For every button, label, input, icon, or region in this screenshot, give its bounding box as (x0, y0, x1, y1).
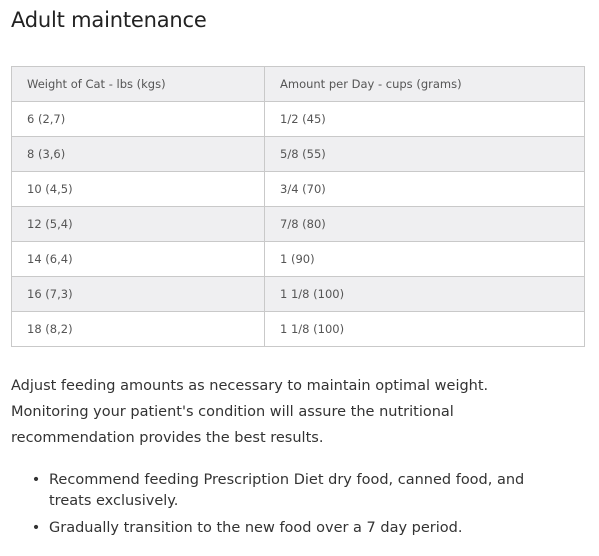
bullet-icon: • (31, 520, 41, 536)
paragraph-line: Monitoring your patient's condition will assure the nutritional (11, 404, 454, 420)
weight-cell: 8 (3,6) (12, 137, 265, 172)
weight-cell: 18 (8,2) (12, 312, 265, 347)
amount-cell: 1 (90) (265, 242, 585, 277)
list-item-line: Recommend feeding Prescription Diet dry food, canned food, and (49, 472, 525, 488)
amount-cell: 1 1/8 (100) (265, 277, 585, 312)
table-row (12, 137, 585, 172)
feeding-guidance-paragraph (11, 373, 591, 451)
table-row (12, 102, 585, 137)
column-header-amount: Amount per Day - cups (grams) (265, 67, 585, 102)
amount-cell: 7/8 (80) (265, 207, 585, 242)
amount-cell: 1 1/8 (100) (265, 312, 585, 347)
amount-cell: 3/4 (70) (265, 172, 585, 207)
paragraph-line: Adjust feeding amounts as necessary to maintain optimal weight. (11, 378, 489, 394)
feeding-table (11, 66, 585, 347)
bullet-icon: • (31, 472, 41, 488)
list-item (0, 518, 590, 539)
table-row (12, 207, 585, 242)
amount-cell: 5/8 (55) (265, 137, 585, 172)
weight-cell: 12 (5,4) (12, 207, 265, 242)
recommendation-list (0, 470, 590, 545)
table-header-row (12, 67, 585, 102)
paragraph-line: recommendation provides the best results. (11, 430, 324, 446)
weight-cell: 14 (6,4) (12, 242, 265, 277)
list-item-line: treats exclusively. (49, 493, 179, 509)
weight-cell: 6 (2,7) (12, 102, 265, 137)
table-row (12, 277, 585, 312)
list-item-line: Gradually transition to the new food over a 7 day period. (49, 520, 463, 536)
section-heading: Adult maintenance (11, 8, 207, 32)
column-header-weight: Weight of Cat - lbs (kgs) (12, 67, 265, 102)
amount-cell: 1/2 (45) (265, 102, 585, 137)
table-row (12, 172, 585, 207)
list-item (0, 470, 590, 512)
table-row (12, 242, 585, 277)
weight-cell: 16 (7,3) (12, 277, 265, 312)
table-row (12, 312, 585, 347)
weight-cell: 10 (4,5) (12, 172, 265, 207)
